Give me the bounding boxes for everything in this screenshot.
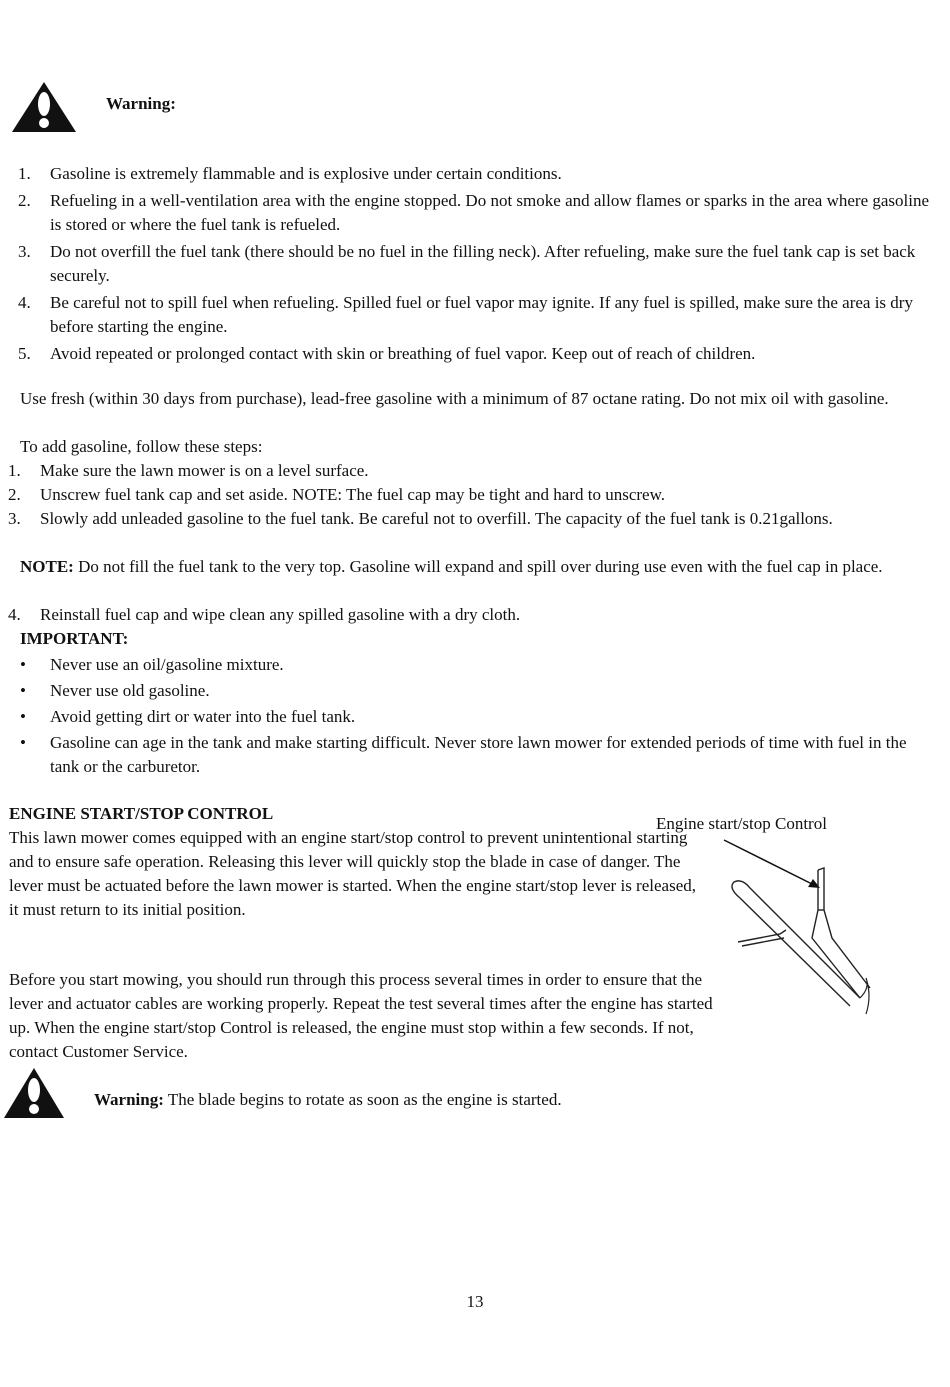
list-item: • Never use old gasoline.: [20, 681, 210, 700]
page-number: 13: [466, 1292, 484, 1311]
list-item: 5. Avoid repeated or prolonged contact with skin or breathing of fuel vapor. Keep out of reach of children.: [18, 344, 756, 363]
note-paragraph: NOTE: Do not fill the fuel tank to the very top. Gasoline will expand and spill over during use even with the fuel cap in place.: [20, 557, 883, 576]
list-item: 4. Be careful not to spill fuel when refueling. Spilled fuel or fuel vapor may ignite. If any fuel is spilled, make sure the area is dry before starting the engine.: [18, 293, 913, 336]
steps-intro: To add gasoline, follow these steps:: [20, 437, 263, 456]
engine-paragraph-2: Before you start mowing, you should run through this process several times in order to ensure that the lever and actuator cables are working properly. Repeat the test several times after the engine has started up. When the engine start/stop Control is released, the engine must stop within a few seconds. If not, contact Customer Service.: [9, 970, 713, 1061]
step-item: 1. Make sure the lawn mower is on a level surface.: [8, 461, 369, 480]
warning-list: [18, 162, 940, 366]
warning-label: Warning:: [94, 1090, 164, 1109]
list-item: 1. Gasoline is extremely flammable and is explosive under certain conditions.: [18, 164, 562, 183]
important-list: [18, 653, 940, 779]
note-label: NOTE:: [20, 557, 74, 576]
step-item: 3. Slowly add unleaded gasoline to the fuel tank. Be careful not to overfill. The capacity of the fuel tank is 0.21gallons.: [8, 509, 833, 528]
important-label: IMPORTANT:: [20, 629, 129, 648]
step-item: 2. Unscrew fuel tank cap and set aside. NOTE: The fuel cap may be tight and hard to unscrew.: [8, 485, 666, 504]
list-item: • Avoid getting dirt or water into the fuel tank.: [20, 707, 356, 726]
list-item: • Gasoline can age in the tank and make starting difficult. Never store lawn mower for extended periods of time with fuel in the tank or the carburetor.: [20, 733, 907, 776]
section-heading: ENGINE START/STOP CONTROL: [9, 804, 274, 823]
engine-control-illustration: [720, 838, 880, 1018]
blade-warning: Warning: The blade begins to rotate as soon as the engine is started.: [94, 1090, 562, 1109]
warning-icon: [10, 80, 78, 134]
step-item: 4. Reinstall fuel cap and wipe clean any spilled gasoline with a dry cloth.: [8, 605, 521, 624]
list-item: 3. Do not overfill the fuel tank (there should be no fuel in the filling neck). After refueling, make sure the fuel tank cap is set back securely.: [18, 242, 916, 285]
list-item: 2. Refueling in a well-ventilation area with the engine stopped. Do not smoke and allow flames or sparks in the area where gasoline is stored or where the fuel tank is refueled.: [18, 191, 930, 234]
warning-title: Warning:: [106, 94, 176, 113]
figure-label: Engine start/stop Control: [656, 814, 827, 833]
fuel-intro: Use fresh (within 30 days from purchase), lead-free gasoline with a minimum of 87 octane rating. Do not mix oil with gasoline.: [20, 389, 889, 408]
warning-icon: [2, 1066, 66, 1120]
list-item: • Never use an oil/gasoline mixture.: [20, 655, 284, 674]
engine-paragraph-1: This lawn mower comes equipped with an engine start/stop control to prevent unintentional starting and to ensure safe operation. Releasing this lever will quickly stop the blade in case of danger. The lever must be actuated before the lawn mower is started. When the engine start/stop lever is released, it must return to its initial position.: [9, 828, 696, 919]
